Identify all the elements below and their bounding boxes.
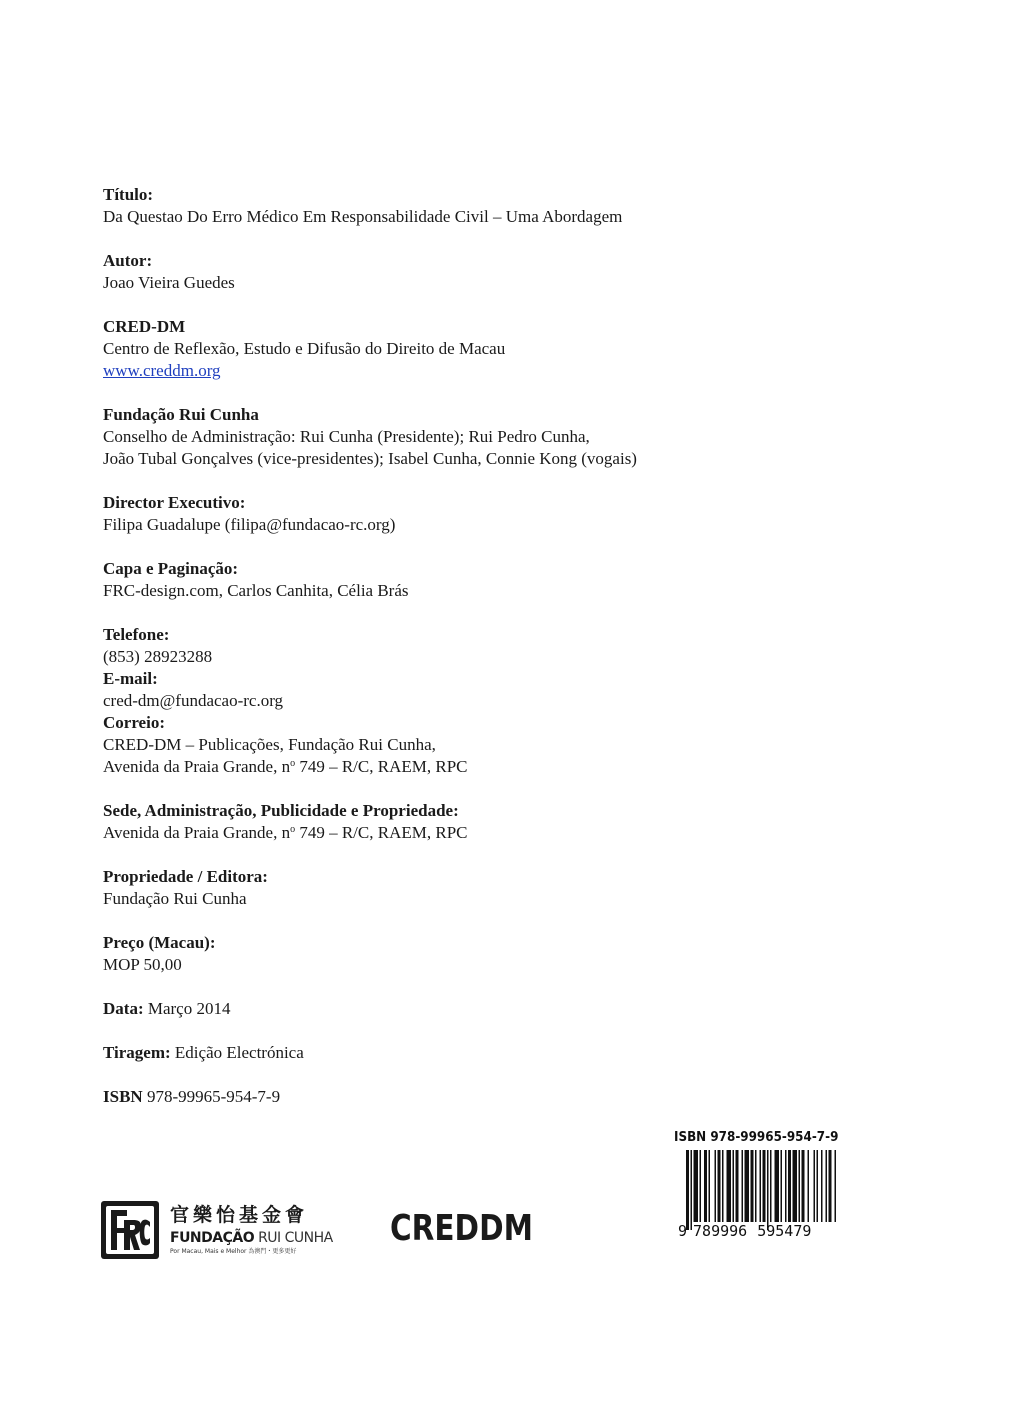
barcode-bar [745,1150,750,1222]
frc-chinese-name: 官樂怡基金會 [170,1204,309,1226]
barcode-bar [767,1150,769,1230]
phone-label: Telefone: [103,625,170,644]
title-label: Título: [103,185,154,204]
title-block [103,184,903,228]
headquarters-label: Sede, Administração, Publicidade e Propriedade: [103,801,459,820]
print-run-block [103,1042,903,1064]
barcode-bar [799,1150,801,1222]
director-block [103,492,903,536]
barcode-bar [770,1150,772,1222]
barcode-bar [733,1150,735,1222]
author-value: Joao Vieira Guedes [103,273,235,292]
price-block [103,932,903,976]
creddm-logo: CREDDM [390,1208,533,1249]
barcode-bar [821,1150,823,1222]
barcode-digits-left: 789996 [693,1222,748,1240]
isbn-value: 978-99965-954-7-9 [146,1087,281,1106]
title-value: Da Questao Do Erro Médico Em Responsabilidade Civil – Uma Abordagem [103,207,623,226]
barcode-bar [700,1150,702,1222]
foundation-block [103,404,903,470]
frc-tagline: Por Macau, Mais e Melhor 為澳門・更多更好 [170,1248,297,1255]
barcode-bar [742,1150,744,1222]
headquarters-address-post: 749 – R/C, RAEM, RPC [295,823,468,842]
barcode-digits-right: 595479 [757,1222,812,1240]
publisher-block [103,866,903,910]
logos-row [100,1198,540,1268]
barcode-digit-first: 9 [678,1222,688,1240]
barcode-bar [727,1150,732,1222]
frc-latin-name [170,1228,340,1248]
email-label: E-mail: [103,669,158,688]
isbn-barcode [672,1130,842,1245]
colophon [103,184,903,1108]
date-label: Data: [103,999,144,1018]
barcode-bar [775,1150,780,1222]
headquarters-address [103,822,903,844]
barcode-bar [817,1150,819,1222]
barcode-bar [751,1150,754,1222]
cover-value: FRC-design.com, Carlos Canhita, Célia Brás [103,581,409,600]
mail-label: Correio: [103,713,165,732]
barcode-bar [736,1150,739,1222]
frc-wordmark [170,1204,340,1256]
date-block [103,998,903,1020]
barcode-bar [826,1150,828,1222]
price-label: Preço (Macau): [103,933,216,952]
foundation-board-line1: Conselho de Administração: Rui Cunha (Presidente); Rui Pedro Cunha, [103,427,590,446]
publisher-value: Fundação Rui Cunha [103,889,247,908]
director-value: Filipa Guadalupe (filipa@fundacao-rc.org) [103,515,396,534]
frc-logo-mark [100,1200,160,1260]
headquarters-address-pre: Avenida da Praia Grande, n [103,823,291,842]
contact-block [103,624,903,778]
email-value: cred-dm@fundacao-rc.org [103,691,284,710]
isbn-label: ISBN [103,1087,143,1106]
mail-line1: CRED-DM – Publicações, Fundação Rui Cunha, [103,735,436,754]
cred-block [103,316,903,382]
mail-line2-post: 749 – R/C, RAEM, RPC [295,757,468,776]
price-value: MOP 50,00 [103,955,182,974]
barcode-bar [808,1150,810,1222]
headquarters-block [103,800,903,844]
date-value: Março 2014 [147,999,231,1018]
barcode-bar [760,1150,762,1222]
barcode-bar [686,1150,689,1230]
barcode-bar [785,1150,787,1222]
cred-label: CRED-DM [103,317,186,336]
barcode-bar [691,1150,693,1230]
cover-block [103,558,903,602]
barcode-isbn-title: ISBN 978-99965-954-7-9 [674,1130,839,1145]
cover-label: Capa e Paginação: [103,559,239,578]
barcode-bar [788,1150,791,1222]
mail-line2 [103,756,903,778]
print-run-label: Tiragem: [103,1043,171,1062]
cred-description: Centro de Reflexão, Estudo e Difusão do Direito de Macau [103,339,506,358]
barcode-bar [802,1150,805,1222]
author-block [103,250,903,294]
frc-name-light: RUI CUNHA [254,1230,333,1246]
barcode-bar [763,1150,766,1222]
print-run-value: Edição Electrónica [174,1043,304,1062]
barcode-bar [694,1150,699,1222]
barcode-bar [704,1150,707,1222]
barcode-bar [829,1150,832,1222]
publisher-label: Propriedade / Editora: [103,867,268,886]
phone-value: (853) 28923288 [103,647,213,666]
mail-line2-pre: Avenida da Praia Grande, n [103,757,291,776]
barcode-bar [715,1150,717,1222]
cred-website-link[interactable]: www.creddm.org [103,361,221,380]
barcode-bar [755,1150,757,1222]
barcode-bar [835,1150,837,1222]
foundation-board-line2: João Tubal Gonçalves (vice-presidentes); Isabel Cunha, Connie Kong (vogais) [103,449,637,468]
barcode-bar [709,1150,711,1222]
barcode-bar [814,1150,816,1222]
mail-line2-sup: o [290,758,296,769]
barcode-bar [718,1150,721,1222]
isbn-block [103,1086,903,1108]
director-label: Director Executivo: [103,493,246,512]
barcode-digits [678,1222,811,1240]
foundation-label: Fundação Rui Cunha [103,405,259,424]
barcode-bar [722,1150,724,1222]
author-label: Autor: [103,251,153,270]
headquarters-address-sup: o [290,824,296,835]
frc-name-bold: FUNDAÇÃO [170,1230,255,1246]
barcode-bar [781,1150,783,1222]
barcode-bar [793,1150,798,1222]
